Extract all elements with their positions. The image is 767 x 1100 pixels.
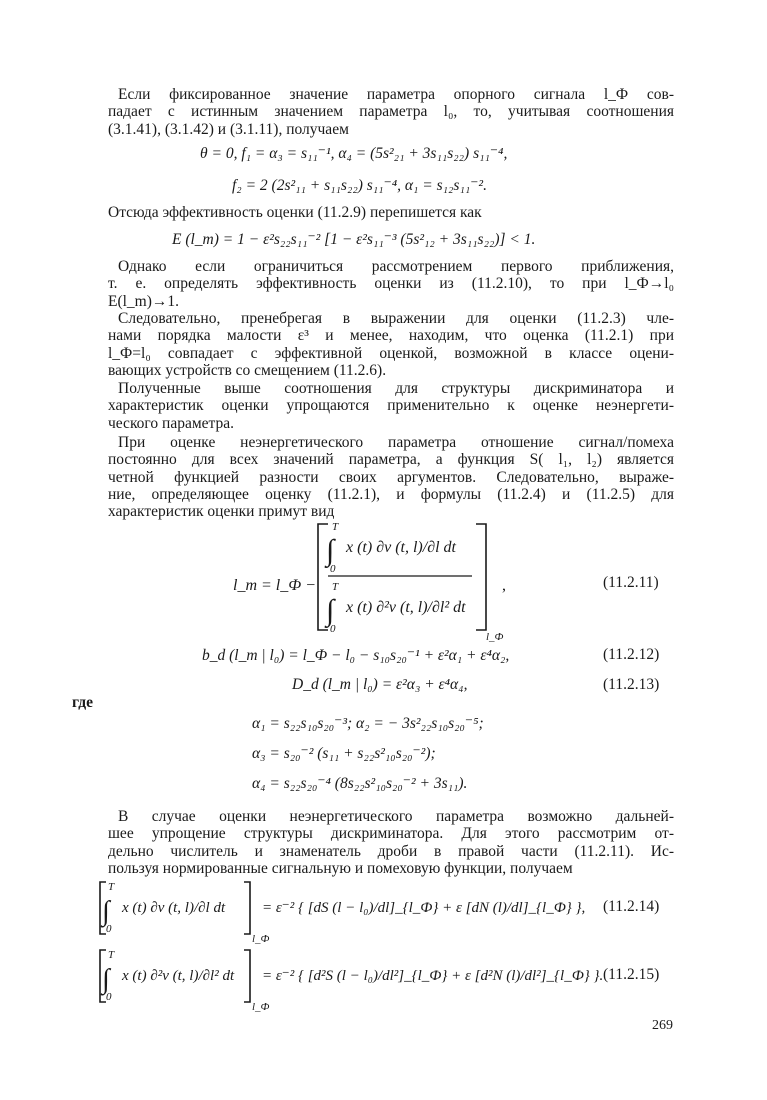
text-line: пользуя нормированные сигнальную и помеховую функции, получаем xyxy=(108,859,573,877)
lower-limit: 0 xyxy=(106,923,112,935)
text-line: (3.1.41), (3.1.42) и (3.1.11), получаем xyxy=(108,120,349,138)
equation-number: (11.2.15) xyxy=(603,966,660,983)
equation-text: α₄ = s₂₂s₂₀⁻⁴ (8s₂₂s²₁₀s₂₀⁻² + 3s₁₁). xyxy=(252,775,468,792)
rhs: = ε⁻² { [dS (l − l₀)/dl]_{l_Ф} + ε [dN (l)/dl]_{l_Ф} }, xyxy=(262,900,586,916)
subscript: l_Ф xyxy=(252,1001,270,1013)
lhs: x (t) ∂v (t, l)/∂l dt xyxy=(122,900,226,916)
text-line: Отсюда эффективность оценки (11.2.9) перепишется как xyxy=(108,204,482,221)
lower-limit: 0 xyxy=(330,563,336,575)
subscript: l_Ф xyxy=(486,631,504,643)
integral-sign: ∫ xyxy=(102,896,110,927)
text-line: При оценке неэнергетического параметра отношение сигнал/помеха xyxy=(118,434,674,451)
equation-number: (11.2.14) xyxy=(603,898,660,915)
integral-sign: ∫ xyxy=(326,534,335,567)
upper-limit: T xyxy=(332,581,339,593)
text-line: четной функцией разности своих аргументов. Следовательно, выраже- xyxy=(108,468,674,486)
text-line: падает с истинным значением параметра l₀, то, учитывая соотношения xyxy=(108,103,674,121)
text-line: характеристик оценки примут вид xyxy=(108,503,335,521)
text-line: шее упрощение структуры дискриминатора. Для этого рассмотрим от- xyxy=(108,825,674,843)
equation-text: E (l_m) = 1 − ε²s₂₂s₁₁⁻² [1 − ε²s₁₁⁻³ (5s²₁₂ + 3s₁₁s₂₂)] < 1. xyxy=(172,231,536,248)
text-line: Если фиксированное значение параметра опорного сигнала l_Ф сов- xyxy=(118,86,674,103)
text-line: нами порядка малости ε³ и менее, находим, что оценка (11.2.1) при xyxy=(108,327,674,345)
text-line: l_Ф=l₀ совпадает с эффективной оценкой, возможной в классе оцени- xyxy=(108,344,674,362)
text-line: Полученные выше соотношения для структуры дискриминатора и xyxy=(118,380,674,397)
equation-number: (11.2.13) xyxy=(603,676,660,693)
lower-limit: 0 xyxy=(330,623,336,635)
equation-text: θ = 0, f₁ = α₃ = s₁₁⁻¹, α₄ = (5s²₂₁ + 3s₁₁s₂₂) s₁₁⁻⁴, xyxy=(200,145,508,162)
equation-text: b_d (l_m | l₀) = l_Ф − l₀ − s₁₀s₂₀⁻¹ + ε²α₁ + ε⁴α₂, xyxy=(202,647,510,664)
text-line: вающих устройств со смещением (11.2.6). xyxy=(108,361,387,379)
equation-number: (11.2.11) xyxy=(603,574,659,591)
page-number: 269 xyxy=(652,1018,673,1033)
lower-limit: 0 xyxy=(106,991,112,1003)
trail: , xyxy=(502,577,506,594)
text-line: т. е. определять эффективность оценки из (11.2.10), то при l_Ф→l₀ xyxy=(108,275,674,293)
upper-limit: T xyxy=(332,521,339,533)
integral-sign: ∫ xyxy=(102,964,110,995)
denominator: x (t) ∂²v (t, l)/∂l² dt xyxy=(346,599,466,616)
where-label: где xyxy=(72,694,93,711)
text-line: характеристик оценки упрощаются применительно к оценке неэнергети- xyxy=(108,397,674,415)
text-line: ческого параметра. xyxy=(108,414,234,432)
equation-number: (11.2.12) xyxy=(603,646,660,663)
text-line: E(l_m)→1. xyxy=(108,292,180,310)
text-line: ние, определяющее оценку (11.2.1), и формулы (11.2.4) и (11.2.5) для xyxy=(108,485,674,503)
upper-limit: T xyxy=(108,949,115,961)
subscript: l_Ф xyxy=(252,933,270,945)
text-line: постоянно для всех значений параметра, а функция S( l₁, l₂) является xyxy=(108,451,674,469)
right-bracket xyxy=(244,950,250,1002)
upper-limit: T xyxy=(108,881,115,893)
rhs: = ε⁻² { [d²S (l − l₀)/dl²]_{l_Ф} + ε [d²N (l)/dl²]_{l_Ф} }. xyxy=(262,968,604,984)
text-line: Следовательно, пренебрегая в выражении для оценки (11.2.3) чле- xyxy=(118,310,674,327)
integral-sign: ∫ xyxy=(326,594,335,627)
equation-text: f₂ = 2 (2s²₁₁ + s₁₁s₂₂) s₁₁⁻⁴, α₁ = s₁₂s₁₁⁻². xyxy=(232,177,487,194)
text-line: В случае оценки неэнергетического параметра возможно дальней- xyxy=(118,808,674,825)
equation-text: α₁ = s₂₂s₁₀s₂₀⁻³; α₂ = − 3s²₂₂s₁₀s₂₀⁻⁵; xyxy=(252,715,484,732)
text-line: Однако если ограничиться рассмотрением первого приближения, xyxy=(118,258,674,275)
lhs: x (t) ∂²v (t, l)/∂l² dt xyxy=(122,968,235,984)
numerator: x (t) ∂v (t, l)/∂l dt xyxy=(346,539,456,556)
equation-text: D_d (l_m | l₀) = ε²α₃ + ε⁴α₄, xyxy=(292,676,468,693)
eq11-lhs: l_m = l_Ф − xyxy=(233,577,316,594)
text-line: дельно числитель и знаменатель дроби в правой части (11.2.11). Ис- xyxy=(108,842,674,860)
equation-text: α₃ = s₂₀⁻² (s₁₁ + s₂₂s²₁₀s₂₀⁻²); xyxy=(252,745,436,762)
